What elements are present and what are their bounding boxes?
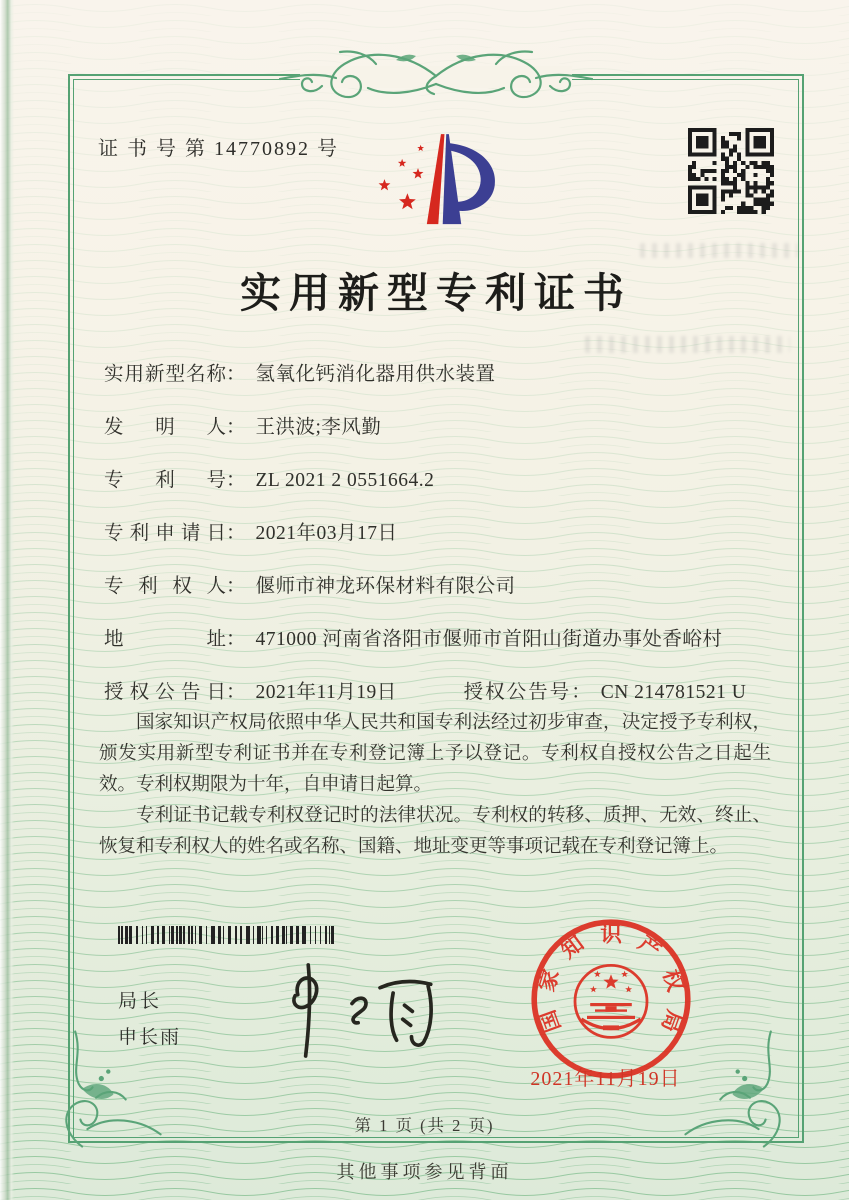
field-value: 2021年11月19日	[255, 682, 397, 703]
legal-paragraph-1: 国家知识产权局依照中华人民共和国专利法经过初步审查，决定授予专利权，颁发实用新型专利证书并在专利登记簿上予以登记。专利权自授权公告之日起生效。专利权期限为十年，自申请日起算。	[99, 713, 771, 795]
certificate-title: 实用新型专利证书	[240, 270, 632, 316]
field-label: 专利权人	[104, 576, 226, 597]
field-value: 偃师市神龙环保材料有限公司	[255, 576, 516, 597]
field-label: 授权公告号	[463, 682, 572, 703]
officer-name: 申长雨	[118, 1027, 182, 1048]
colon: ：	[226, 682, 246, 703]
field-value: 王洪波;李风勤	[255, 417, 382, 438]
address-field	[104, 623, 794, 650]
legal-paragraph-2: 专利证书记载专利权登记时的法律状况。专利权的转移、质押、无效、终止、恢复和专利权人的姓名或名称、国籍、地址变更等事项记载在专利登记簿上。	[99, 806, 771, 857]
patent-number-field	[104, 464, 794, 491]
svg-text:国: 国	[535, 1006, 566, 1036]
filing-date-field	[104, 517, 794, 544]
scan-bleedthrough	[585, 336, 790, 353]
field-value: 2021年03月17日	[255, 523, 398, 544]
patent-name-field	[104, 358, 794, 385]
inventor-field	[104, 411, 794, 438]
back-note: 其他事项参见背面	[336, 1162, 513, 1182]
field-label: 专利号	[104, 470, 226, 491]
colon: ：	[226, 417, 246, 438]
scan-book-edge	[0, 0, 14, 1200]
qr-code	[688, 128, 774, 214]
page-number: 第 1 页 (共 2 页)	[354, 1116, 495, 1135]
field-label: 实用新型名称	[104, 364, 226, 385]
colon: ：	[226, 523, 246, 544]
grant-row	[104, 676, 794, 703]
colon: ：	[226, 470, 246, 491]
field-value: 氢氧化钙消化器用供水装置	[255, 364, 496, 385]
barcode	[118, 926, 334, 944]
scan-bleedthrough	[640, 243, 798, 258]
officer-title: 局长	[118, 991, 163, 1012]
official-seal-icon	[527, 915, 695, 1083]
cnipa-logo-icon	[358, 127, 508, 233]
colon: ：	[226, 629, 246, 650]
grant-date-field	[104, 676, 397, 704]
colon: ：	[226, 364, 246, 385]
svg-text:权: 权	[658, 966, 688, 995]
colon: ：	[226, 576, 246, 597]
field-label: 发明人	[104, 417, 226, 438]
signature-icon	[258, 958, 453, 1063]
field-label: 地址	[104, 629, 226, 650]
patentee-field	[104, 570, 794, 597]
seal-date: 2021年11月19日	[530, 1068, 681, 1090]
svg-text:识: 识	[600, 922, 622, 947]
field-label: 授权公告日	[104, 682, 226, 703]
grant-number-field	[464, 676, 747, 704]
svg-text:产: 产	[633, 931, 666, 964]
certificate-number: 证 书 号 第 14770892 号	[98, 138, 339, 160]
svg-text:局: 局	[656, 1006, 687, 1036]
svg-text:家: 家	[534, 966, 564, 995]
legal-text	[99, 708, 771, 863]
colon: ：	[571, 682, 591, 703]
field-list	[104, 358, 794, 729]
field-value: ZL 2021 2 0551664.2	[255, 470, 435, 491]
svg-text:知: 知	[556, 931, 589, 964]
field-value: 471000 河南省洛阳市偃师市首阳山街道办事处香峪村	[255, 629, 723, 650]
field-value: CN 214781521 U	[600, 682, 747, 703]
field-label: 专利申请日	[104, 523, 226, 544]
